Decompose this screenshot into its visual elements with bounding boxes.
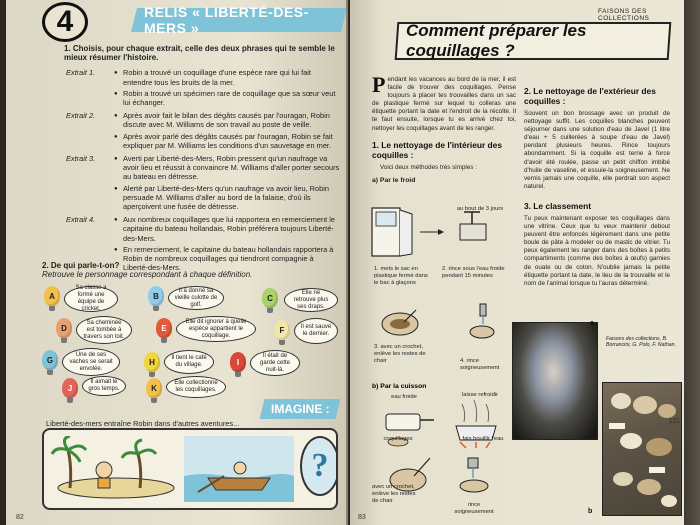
left-page bbox=[6, 0, 348, 525]
speech-bubble: Il tient le café du village. bbox=[164, 350, 214, 374]
method-b-title: b) Par la cuisson bbox=[372, 383, 427, 390]
extract-choice: ● Après avoir fait le bilan des dégâts causés par l'ouragan, Robin discute avec M. Williams de son travail au poste de veille. bbox=[114, 111, 340, 129]
step-label: au bout de 3 jours bbox=[456, 206, 504, 212]
section-header: FAISONS DES COLLECTIONS bbox=[598, 8, 650, 22]
intro-text: endant les vacances au bord de la mer, il est facile de trouver des coquillages. Pense toujours à placer tes trouvailles dans un sac de plastique fermé sur lequel tu colleras une étiquette portant la date et l'endroit de la récolte. Il te faut ensuite, lorsque tu es arrivé chez toi, nettoyer les coquillages avant de les ranger. bbox=[372, 76, 516, 132]
section-1-lead: Voici deux méthodes très simples : bbox=[380, 163, 477, 171]
question-mark-icon: ? bbox=[300, 436, 338, 496]
section-1-title: 1. Le nettoyage de l'intérieur des coquilles : bbox=[372, 139, 502, 160]
lightbulb-icon: A bbox=[44, 286, 60, 306]
step-label: 2. rince sous l'eau froide pendant 15 minutes bbox=[442, 266, 505, 279]
extract-choice: ● Aux nombreux coquillages que lui rapportera en remerciement le capitaine du bateau hollandais, Robin préférera toujours Liberté-des-Mers. bbox=[114, 215, 340, 243]
chapter-number-badge: 4 bbox=[42, 2, 88, 42]
lightbulb-icon: B bbox=[148, 286, 164, 306]
section-2-title: 2. Le nettoyage de l'extérieur des coquilles : bbox=[524, 86, 656, 106]
extract-choice: ● Robin a trouvé un coquillage d'une espèce rare qui lui fait entendre tous les bruits de la mer. bbox=[114, 68, 340, 86]
step-label: 1. mets le sac en plastique fermé dans le bac à glaçons bbox=[374, 266, 428, 286]
speech-bubble: Il aimait le gros temps. bbox=[82, 376, 126, 396]
speech-bubble: Une de ses vaches se serait envolée. bbox=[62, 348, 120, 376]
extract-choice: ● Averti par Liberté-des-Mers, Robin pressent qu'un naufrage va avoir lieu et réussit à convaincre M. Williams d'aller porter secours au bateau en détresse. bbox=[114, 154, 340, 182]
speech-bubble: Elle dit ignorer à quelle espèce appartient le coquillage. bbox=[176, 316, 256, 342]
extract-label: Extrait 3. bbox=[66, 154, 96, 164]
photo-b-label: b bbox=[588, 508, 593, 515]
extract-label: Extrait 2. bbox=[66, 111, 96, 121]
speech-bubble: Sa cheminée est tombée à travers son toit. bbox=[76, 316, 132, 344]
photo-caption: Faisons des collections, B. Borrancini, G. Polo, F. Nathan. bbox=[606, 336, 676, 349]
question-2 bbox=[42, 261, 332, 279]
lightbulb-icon: J bbox=[62, 378, 78, 398]
lightbulb-icon: K bbox=[146, 378, 162, 398]
imagine-banner-text: IMAGINE : bbox=[270, 402, 330, 416]
extract-choice: ● Robin a trouvé un spécimen rare de coquillage que sa sœur veut lui échanger. bbox=[114, 89, 340, 107]
shell-photo-a bbox=[512, 322, 598, 440]
page-number-right: 83 bbox=[358, 514, 366, 521]
question-1 bbox=[64, 44, 340, 276]
cleaning-illustration bbox=[376, 302, 504, 342]
section-3-title: 3. Le classement bbox=[524, 200, 592, 211]
imagine-banner bbox=[260, 399, 341, 419]
step-label: avec un crochet, enlève les restes de chair bbox=[372, 484, 416, 504]
step-label: 3. avec un crochet, enlève les restes de chair bbox=[374, 344, 426, 364]
column-left bbox=[372, 72, 516, 187]
extract-row bbox=[64, 111, 340, 152]
lightbulb-icon: D bbox=[56, 318, 72, 338]
step-label: 4. rince soigneusement bbox=[460, 358, 500, 371]
speech-bubble: Elle ne retrouve plus ses draps. bbox=[284, 288, 338, 312]
rowboat-illustration bbox=[184, 436, 294, 502]
extract-row bbox=[64, 154, 340, 213]
speech-bubble: Il est sauvé le dernier. bbox=[294, 318, 338, 344]
lightbulb-icon: C bbox=[262, 288, 278, 308]
column-right bbox=[524, 76, 670, 288]
shell-photo-b bbox=[602, 382, 682, 516]
lightbulb-icon: G bbox=[42, 350, 58, 370]
extract-label: Extrait 1. bbox=[66, 68, 96, 78]
book-edge bbox=[684, 0, 700, 525]
shell-collection-image bbox=[603, 383, 683, 517]
speech-bubble: Elle collectionne les coquillages. bbox=[166, 376, 226, 398]
speech-bubble: Sa classe a formé une équipe de cricket. bbox=[64, 286, 118, 312]
extract-label: Extrait 4. bbox=[66, 215, 96, 225]
imagine-caption: Liberté-des-mers entraîne Robin dans d'autres aventures... bbox=[46, 419, 240, 428]
speech-bubble: Il était de garde cette nuit-là. bbox=[250, 350, 300, 376]
right-page bbox=[350, 0, 684, 525]
page-number-left: 82 bbox=[16, 514, 24, 521]
comic-strip bbox=[42, 428, 338, 510]
question-2-title: 2. De qui parle-t-on? bbox=[42, 261, 120, 270]
page-title-text: Comment préparer les coquillages ? bbox=[406, 21, 587, 60]
intro-paragraph bbox=[372, 72, 516, 133]
speech-bubble: Il a donné sa vieille culotte de golf. bbox=[168, 286, 224, 310]
step-label: fais bouillir l'eau bbox=[462, 436, 504, 442]
step-label: coquillages bbox=[383, 436, 413, 442]
page-title bbox=[395, 22, 672, 60]
step-label: rince soigneusement bbox=[454, 502, 494, 515]
step-label: laisse refroidir bbox=[461, 392, 499, 398]
island-illustration bbox=[50, 436, 182, 502]
question-1-title: 1. Choisis, pour chaque extrait, celle des deux phrases qui te semble le mieux résumer l'histoire. bbox=[64, 44, 335, 63]
relis-banner bbox=[131, 4, 347, 36]
character-definitions bbox=[36, 286, 346, 396]
lightbulb-icon: H bbox=[144, 352, 160, 372]
side-page-number: 131 bbox=[668, 418, 680, 425]
photo-a-label: a bbox=[590, 320, 594, 327]
lightbulb-icon: F bbox=[274, 320, 290, 340]
extract-row bbox=[64, 68, 340, 109]
section-3-text: Tu peux maintenant exposer tes coquillages dans une vitrine. Ceux que tu veux maintenir debout peuvent être enfoncés légèrement dans une petite boule de pâte à modeler ou de mastic de vitrier. Tu peux également les ranger dans des boîtes à petits compartiments (comme des boîtes à œufs) garnies de ouate ou de coton. N'oublie jamais la petite étiquette portant la date, le lieu de la trouvaille et le nom de l'animal lorsque tu l'auras déterminé. bbox=[524, 214, 670, 287]
extract-choice: ● En remerciement, le capitaine du bateau hollandais rapportera à Robin de nombreux coquillages qui tiendront compagnie à Liberté-des-Mers. bbox=[114, 245, 340, 273]
relis-banner-text: RELIS « LIBERTÉ-DES-MERS » bbox=[144, 4, 309, 36]
question-2-subtitle: Retrouve le personnage correspondant à chaque définition. bbox=[42, 270, 253, 280]
extract-choice: ● Après avoir parlé des dégâts causés par l'ouragan, Robin se fait expliquer par M. Williams les conditions d'un sauvetage en mer. bbox=[114, 132, 340, 150]
lightbulb-icon: E bbox=[156, 318, 172, 338]
drop-cap: P bbox=[372, 72, 386, 97]
method-a-title: a) Par le froid bbox=[372, 176, 416, 184]
extract-choice: ● Alerté par Liberté-des-Mers qu'un naufrage va avoir lieu, Robin persuade M. Williams d'aller au bord de la falaise, d'où ils aperçoivent une fusée de détresse. bbox=[114, 184, 340, 212]
lightbulb-icon: I bbox=[230, 352, 246, 372]
step-label: eau froide bbox=[391, 394, 417, 400]
section-2-text: Souvent un bon brossage avec un produit de nettoyage suffit. Les coquilles blanches peuvent séjourner dans une solution d'eau de Javel (1 litre d'eau + 5 cuillerées à soupe d'eau de Javel) pendant plusieurs heures. Rince toujours abondamment. Si la coquille est terne à force d'avoir été roulée, passe un petit chiffon imbibé d'huile de vaseline, et essuie-la soigneusement. Ne vernis jamais une coquille, elle perdrait son aspect naturel. bbox=[524, 110, 670, 190]
